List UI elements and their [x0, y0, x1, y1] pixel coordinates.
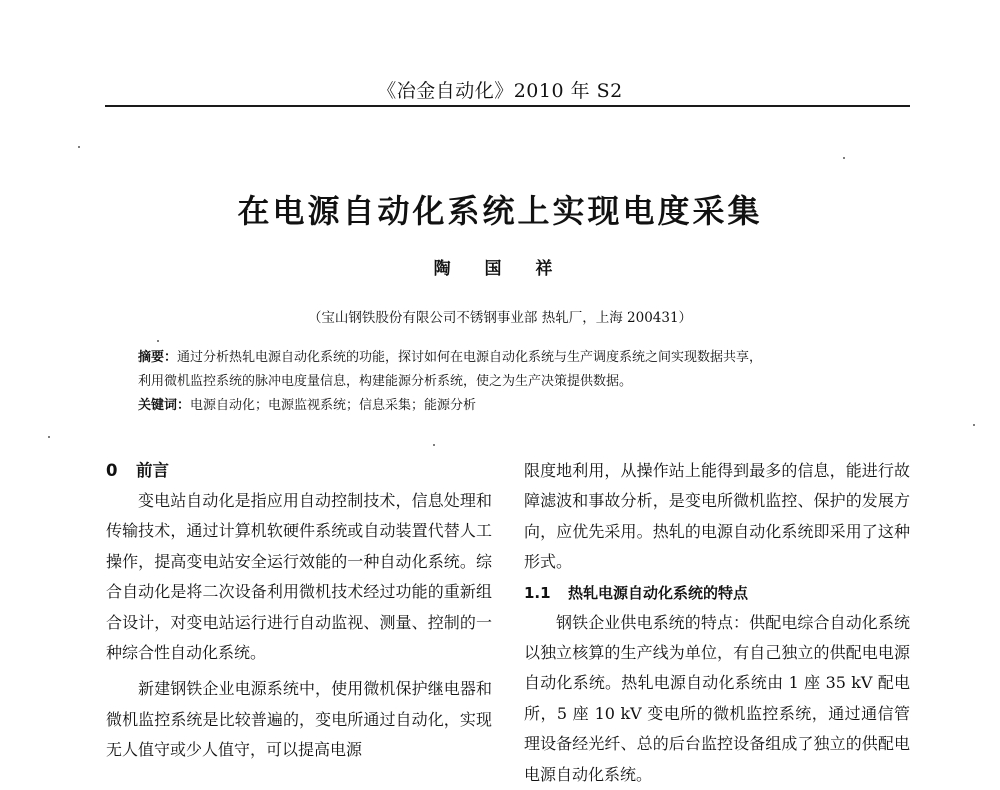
abstract-line-1: [138, 346, 888, 370]
paragraph: 变电站自动化是指应用自动控制技术，信息处理和传输技术，通过计算机软硬件系统或自动装置代替人工操作，提高变电站安全运行效能的一种自动化系统。综合自动化是将二次设备利用微机技术经过功能的重新组合设计，对变电站运行进行自动监视、测量、控制的一种综合性自动化系统。: [106, 491, 492, 663]
scan-speck: [843, 157, 845, 159]
author: 陶 国 祥: [433, 259, 567, 279]
scan-speck: [78, 146, 80, 148]
left-column: [106, 456, 492, 766]
paragraph: 钢铁企业供电系统的特点：供配电综合自动化系统以独立核算的生产线为单位，有自己独立的供配电电源自动化系统。热轧电源自动化系统由 1 座 35 kV 配电所，5 座 10 kV 变电所的微机监控系统，通过通信管理设备经光纤、总的后台监控设备组成了独立的供配电电源自动化系统。: [524, 612, 910, 784]
page-title: 在电源自动化系统上实现电度采集: [237, 192, 763, 230]
abstract-text-1: 通过分析热轧电源自动化系统的功能，探讨如何在电源自动化系统与生产调度系统之间实现数据共享，: [177, 350, 763, 365]
scan-speck: [48, 436, 50, 438]
affiliation: （宝山钢铁股份有限公司不锈钢事业部 热轧厂，上海 200431）: [307, 310, 693, 326]
subsection-heading: [524, 578, 910, 608]
keywords-text: 电源自动化；电源监视系统；信息采集；能源分析: [190, 398, 477, 413]
section-number: 0: [106, 461, 118, 480]
subsection-number: 1.1: [524, 583, 551, 602]
section-heading: [106, 456, 492, 486]
scan-speck: [433, 444, 435, 446]
abstract-block: [138, 346, 888, 418]
right-column: [524, 456, 910, 790]
abstract-label: 摘要：: [138, 350, 178, 365]
paragraph: 新建钢铁企业电源系统中，使用微机保护继电器和微机监控系统是比较普遍的，变电所通过自动化，实现无人值守或少人值守，可以提高电源: [106, 679, 492, 760]
scan-speck: [157, 340, 159, 342]
header-rule: [105, 105, 910, 107]
journal-header: 《冶金自动化》2010 年 S2: [377, 80, 623, 102]
paragraph: 限度地利用，从操作站上能得到最多的信息，能进行故障滤波和事故分析，是变电所微机监控、保护的发展方向，应优先采用。热轧的电源自动化系统即采用了这种形式。: [524, 461, 910, 572]
keywords-label: 关键词：: [138, 398, 191, 413]
subsection-title: 热轧电源自动化系统的特点: [568, 583, 749, 602]
abstract-text-2: 利用微机监控系统的脉冲电度量信息，构建能源分析系统，使之为生产决策提供数据。: [138, 374, 633, 389]
section-title: 前言: [136, 461, 169, 480]
scan-speck: [973, 424, 975, 426]
keywords-line: [138, 394, 888, 418]
